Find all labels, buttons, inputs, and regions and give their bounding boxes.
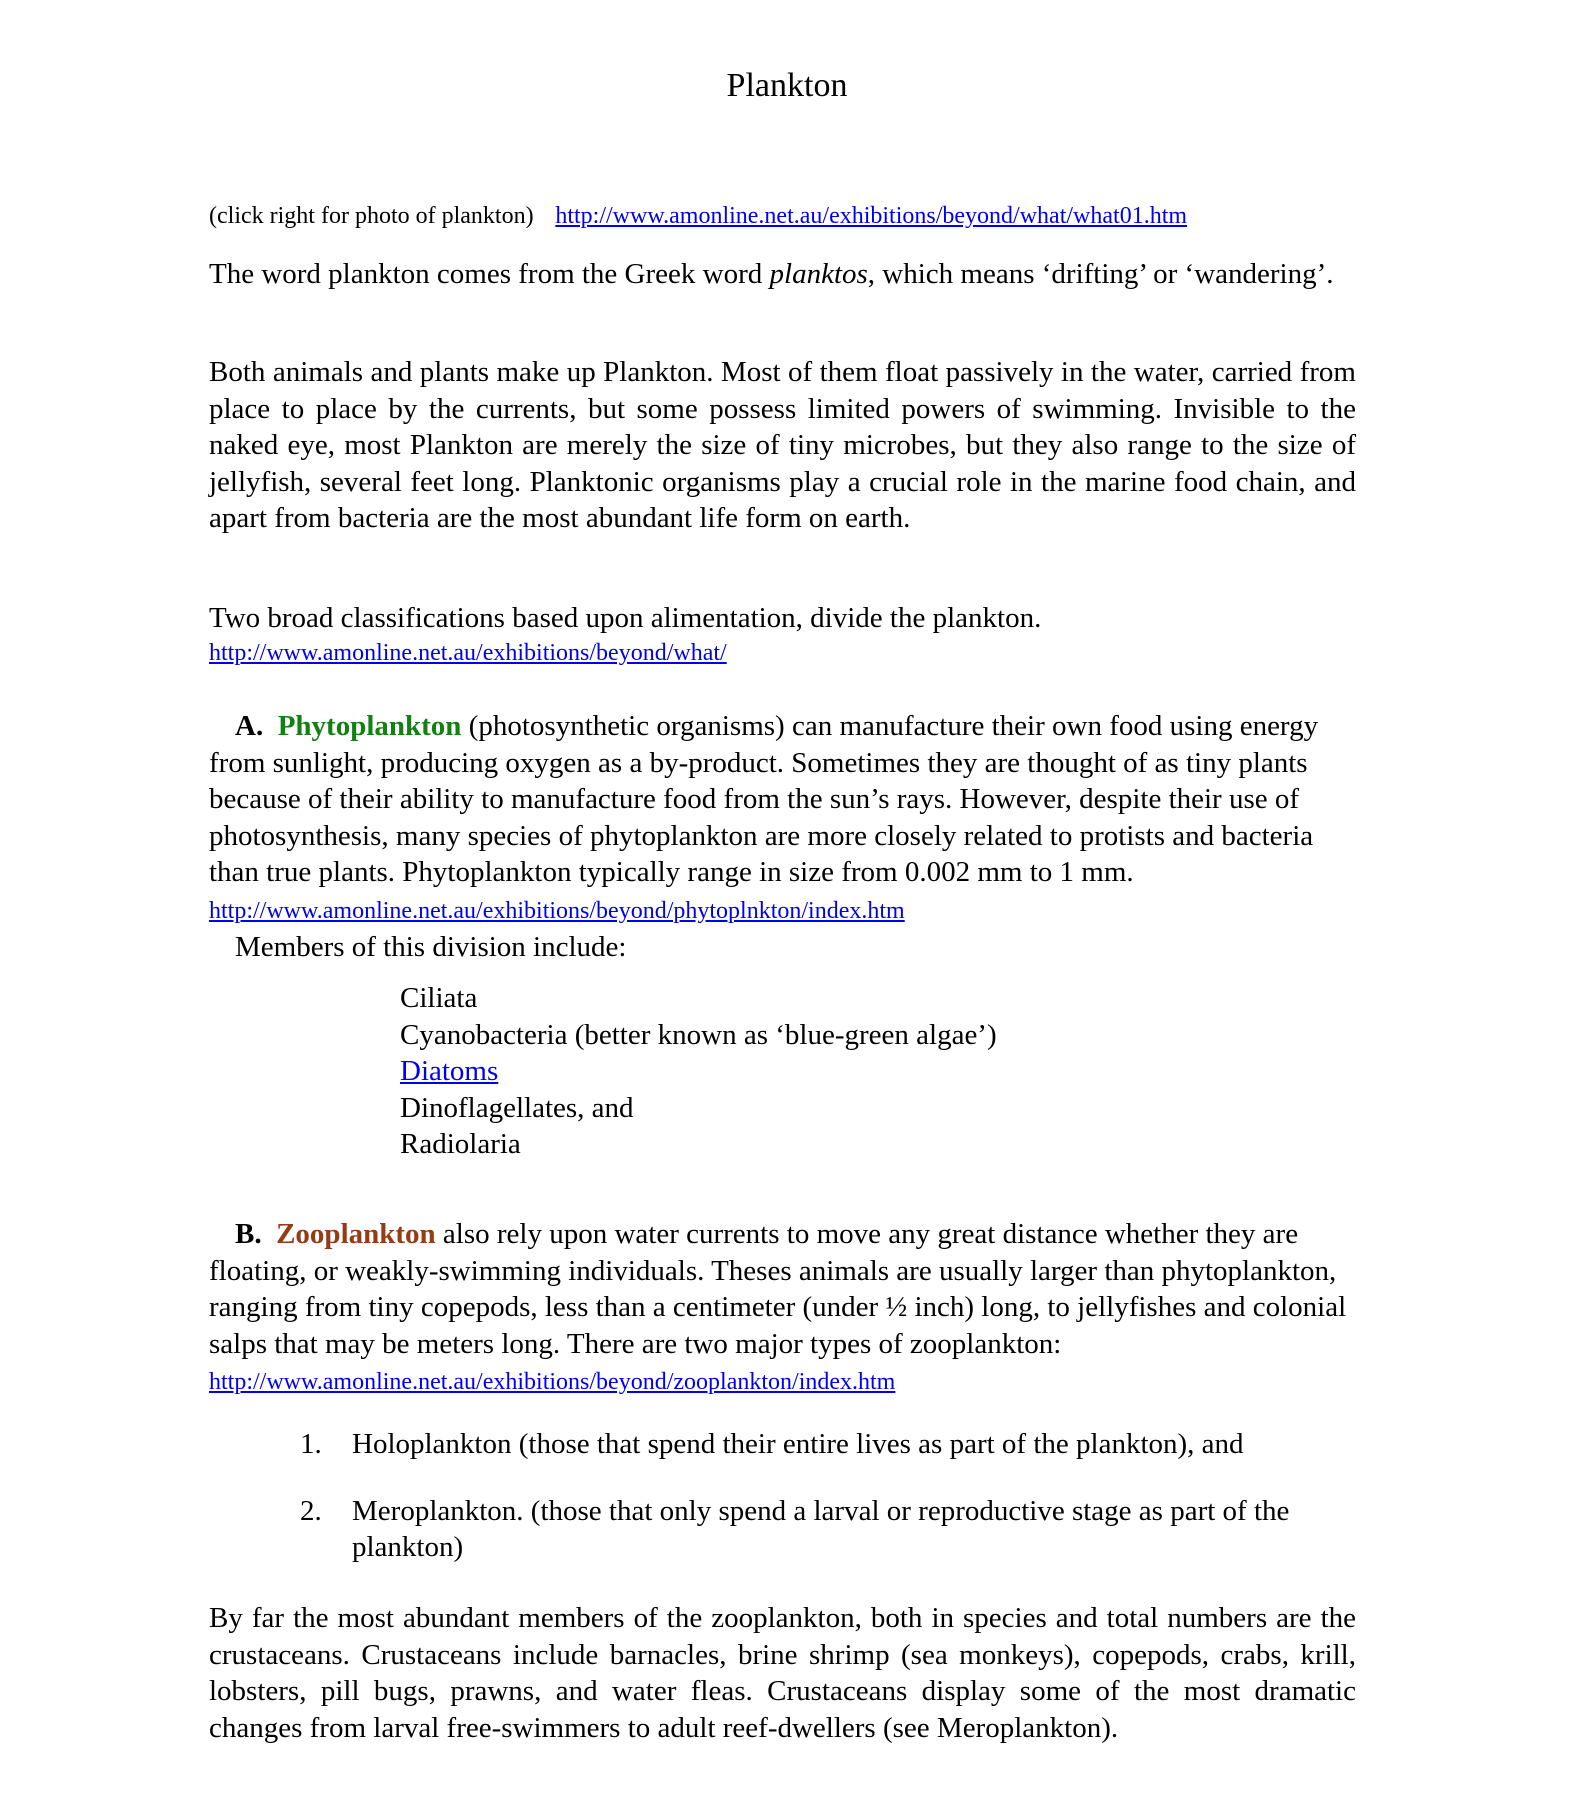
meroplankton-text: Meroplankton. (those that only spend a larval or reproductive stage as part of the plankton)	[352, 1494, 1290, 1563]
list-item	[300, 1493, 1360, 1566]
diatoms-link[interactable]: Diatoms	[400, 1055, 499, 1087]
phytoplankton-heading: Phytoplankton	[277, 710, 462, 742]
member-item: Radiolaria	[400, 1128, 521, 1160]
list-number: 2.	[300, 1494, 322, 1527]
closing-paragraph: By far the most abundant members of the zooplankton, both in species and total numbers are the crustaceans. Crustaceans include barnacles, brine shrimp (sea monkeys), copepods, crabs, krill, lobsters, pill bugs, prawns, and water fleas. Crustaceans display some of the most dramatic changes from larval free-swimmers to adult reef-dwellers (see Meroplankton).	[209, 1602, 1356, 1744]
photo-link[interactable]: http://www.amonline.net.au/exhibitions/beyond/what/what01.htm	[555, 203, 1188, 229]
section-a-letter: A.	[235, 710, 264, 742]
phytoplankton-text: (photosynthetic organisms) can manufacture their own food using energy from sunlight, producing oxygen as a by-product. Sometimes they are thought of as tiny plants because of their ability to manufacture food from the sun’s rays. However, despite their use of photosynthesis, many species of phytoplankton are more closely related to protists and bacteria than true plants. Phytoplankton typically range in size from 0.002 mm to 1 mm.	[209, 710, 1319, 888]
member-item: Ciliata	[400, 982, 478, 1014]
etymology-paragraph	[209, 256, 1356, 293]
etymology-text-before: The word plankton comes from the Greek word	[209, 258, 770, 290]
etymology-text-after: , which means ‘drifting’ or ‘wandering’.	[867, 258, 1334, 290]
zooplankton-section	[209, 1216, 1356, 1401]
photo-line	[209, 196, 1356, 235]
intro-paragraph: Both animals and plants make up Plankton. Most of them float passively in the water, carried from place to place by the currents, but some possess limited powers of swimming. Invisible to the naked eye, most Plankton are merely the size of tiny microbes, but they also range to the size of jellyfish, several feet long. Planktonic organisms play a crucial role in the marine food chain, and apart from bacteria are the most abundant life form on earth.	[209, 356, 1356, 534]
member-item: Cyanobacteria (better known as ‘blue-green algae’)	[400, 1018, 997, 1051]
phytoplankton-link[interactable]: http://www.amonline.net.au/exhibitions/beyond/phytoplnkton/index.htm	[209, 897, 905, 924]
zooplankton-heading: Zooplankton	[276, 1218, 436, 1250]
classification-text: Two broad classifications based upon alimentation, divide the plankton.	[209, 602, 1042, 634]
holoplankton-text: Holoplankton (those that spend their entire lives as part of the plankton), and	[352, 1428, 1244, 1460]
list-number: 1.	[300, 1428, 322, 1460]
list-item	[300, 1426, 1360, 1463]
member-item: Dinoflagellates, and	[400, 1091, 634, 1124]
page-title: Plankton	[726, 67, 848, 104]
phytoplankton-section	[209, 708, 1369, 966]
classification-paragraph	[209, 600, 1356, 667]
phytoplankton-members-list	[400, 980, 1200, 1163]
photo-line-text: (click right for photo of plankton)	[209, 203, 534, 229]
classification-link[interactable]: http://www.amonline.net.au/exhibitions/beyond/what/	[209, 639, 727, 666]
zooplankton-link[interactable]: http://www.amonline.net.au/exhibitions/beyond/zooplankton/index.htm	[209, 1369, 896, 1395]
zooplankton-types-list	[300, 1426, 1360, 1566]
section-b-letter: B.	[235, 1218, 262, 1250]
zooplankton-text: also rely upon water currents to move any great distance whether they are floating, or weakly-swimming individuals. Theses animals are usually larger than phytoplankton, ranging from tiny copepods, less than a centimeter (under ½ inch) long, to jellyfishes and colonial salps that may be meters long. There are two major types of zooplankton:	[209, 1218, 1347, 1360]
members-intro: Members of this division include:	[235, 931, 627, 963]
etymology-greek-word: planktos	[769, 258, 868, 290]
